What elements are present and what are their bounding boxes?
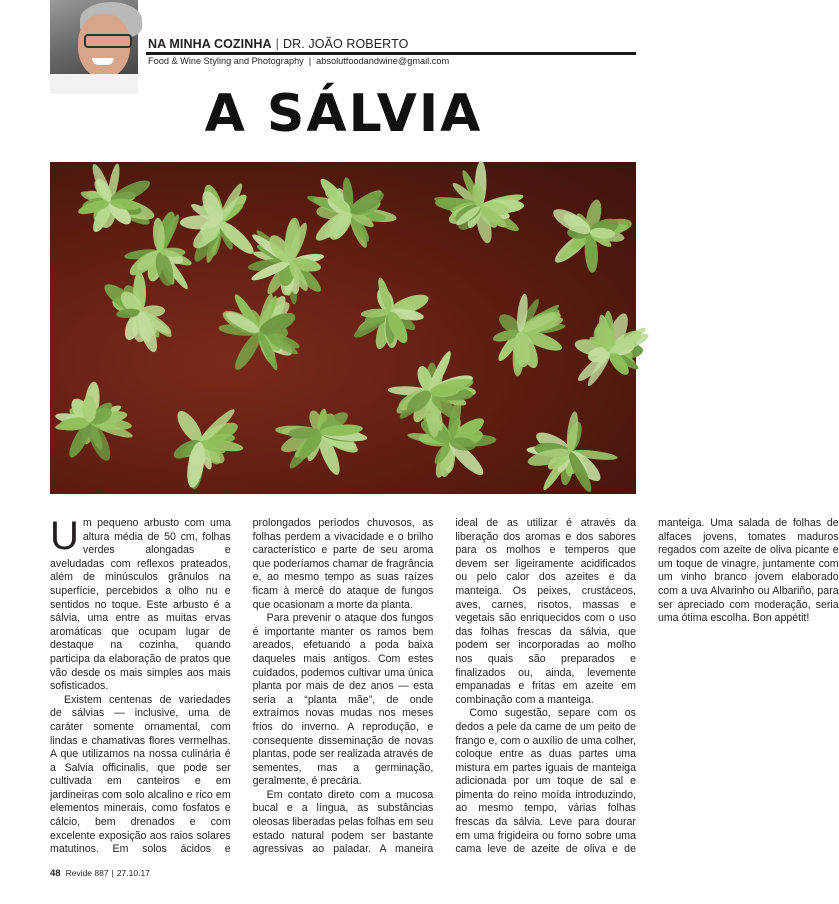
- drop-cap: U: [50, 514, 79, 558]
- tagline: Food & Wine Styling and Photography: [148, 56, 304, 66]
- header-separator: |: [275, 37, 279, 51]
- article-title: A SÁLVIA: [204, 84, 483, 144]
- column-header: [148, 37, 408, 51]
- sage-plants-photo: [50, 162, 636, 494]
- author-email[interactable]: absolutfoodandwine@gmail.com: [316, 56, 450, 66]
- footer-separator: |: [111, 868, 114, 878]
- author-name: DR. JOÃO ROBERTO: [282, 37, 409, 51]
- article-paragraph: Para prevenir o ataque dos fungos é importante manter os ramos bem areados, efetuando a poda baixa daqueles mais antigos. Com estes cuidados, podemos cultivar uma única planta por mais de dez anos — esta seria a “planta mãe”, de onde extraímos novas mudas nos meses frios do inverno. A reprodução, e consequente disseminação de novas plantas, pode ser realizada através de sementes, mas a germinação, geralmente, é precária.: [252, 612, 434, 788]
- sage-leaf: [215, 217, 257, 258]
- author-photo: [50, 0, 138, 90]
- column-name: NA MINHA COZINHA: [148, 37, 272, 51]
- publication-name: Revide 887: [65, 868, 109, 878]
- page-footer: [50, 868, 150, 879]
- article-body: [50, 514, 839, 867]
- header-rule: [146, 52, 636, 55]
- contact-line: [148, 56, 449, 66]
- article-paragraph: Como sugestão, separe com os dedos a pele da carne de um peito de frango e, com o auxílio de uma colher, coloque entre as duas partes uma mistura em partes iguais de manteiga adicionada por um toque de sal e pimenta do reino moída introduzindo, ao mesmo tempo, várias folhas frescas da sálvia. Leve para dourar em uma frigideira ou forno sobre uma cama leve de azeite de oliva e de manteiga. Uma salada de folhas de alfaces jovens, tomates maduros regados com azeite de oliva picante e um toque de vinagre, juntamente com um vinho branco jovem elaborado com a uva Alvarinho ou Albariño, para ser apreciado com moderação, seria uma ótima escolha. Bon appétit!: [455, 517, 839, 856]
- page-number: 48: [50, 868, 61, 879]
- contact-separator: |: [308, 56, 312, 66]
- article-paragraph: Um pequeno arbusto com uma altura média de 50 cm, folhas verdes alongadas e aveludadas com reflexos prateados, além de minúsculos grânulos na superfície, percebidos a olho nu e sentidos no toque. Este arbusto é a sálvia, uma entre as muitas ervas aromáticas que ocupam lugar de destaque na cozinha, quando participa da elaboração de pratos que vão desde os mais simples aos mais sofisticados.: [50, 514, 231, 693]
- article-paragraph: Existem centenas de variedades de sálvias — inclusive, uma de caráter somente ornamental, com lindas e chamativas flores vermelhas. A que utilizamos na nossa culinária é a Salvia officinalis, que pode ser cultivada em canteiros e em jardineiras com solo alcalino e rico em elementos minerais, como fosfatos e cálcio, bem drenados e com excelente exposição aos raios solares matutinos. Em solos ácidos e prolongados períodos chuvosos, as folhas perdem a vivacidade e o brilho característico e parte de seu aroma que poderíamos chamar de fragrância e, ao mesmo tempo as suas raízes ficam à mercê do ataque de fungos que ocasionam a morte da planta.: [50, 517, 434, 856]
- issue-date: 27.10.17: [116, 868, 150, 878]
- article-paragraph: Em contato direto com a mucosa bucal e a língua, as substâncias oleosas liberadas pelas folhas em seu estado natural podem ser bastante agressivas ao paladar. A maneira ideal de as utilizar é através da liberação dos aromas e dos sabores para os molhos e temperos que devem ser ligeiramente acidificados ou pelo calor dos azeites e da manteiga. Os peixes, crustáceos, aves, carnes, risotos, massas e vegetais são enriquecidos com o uso das folhas frescas da sálvia, que podem ser incorporadas ao molho nos quais são preparados e finalizados ou, ainda, levemente empanadas e fritas em azeite em combinação com a manteiga.: [252, 517, 636, 856]
